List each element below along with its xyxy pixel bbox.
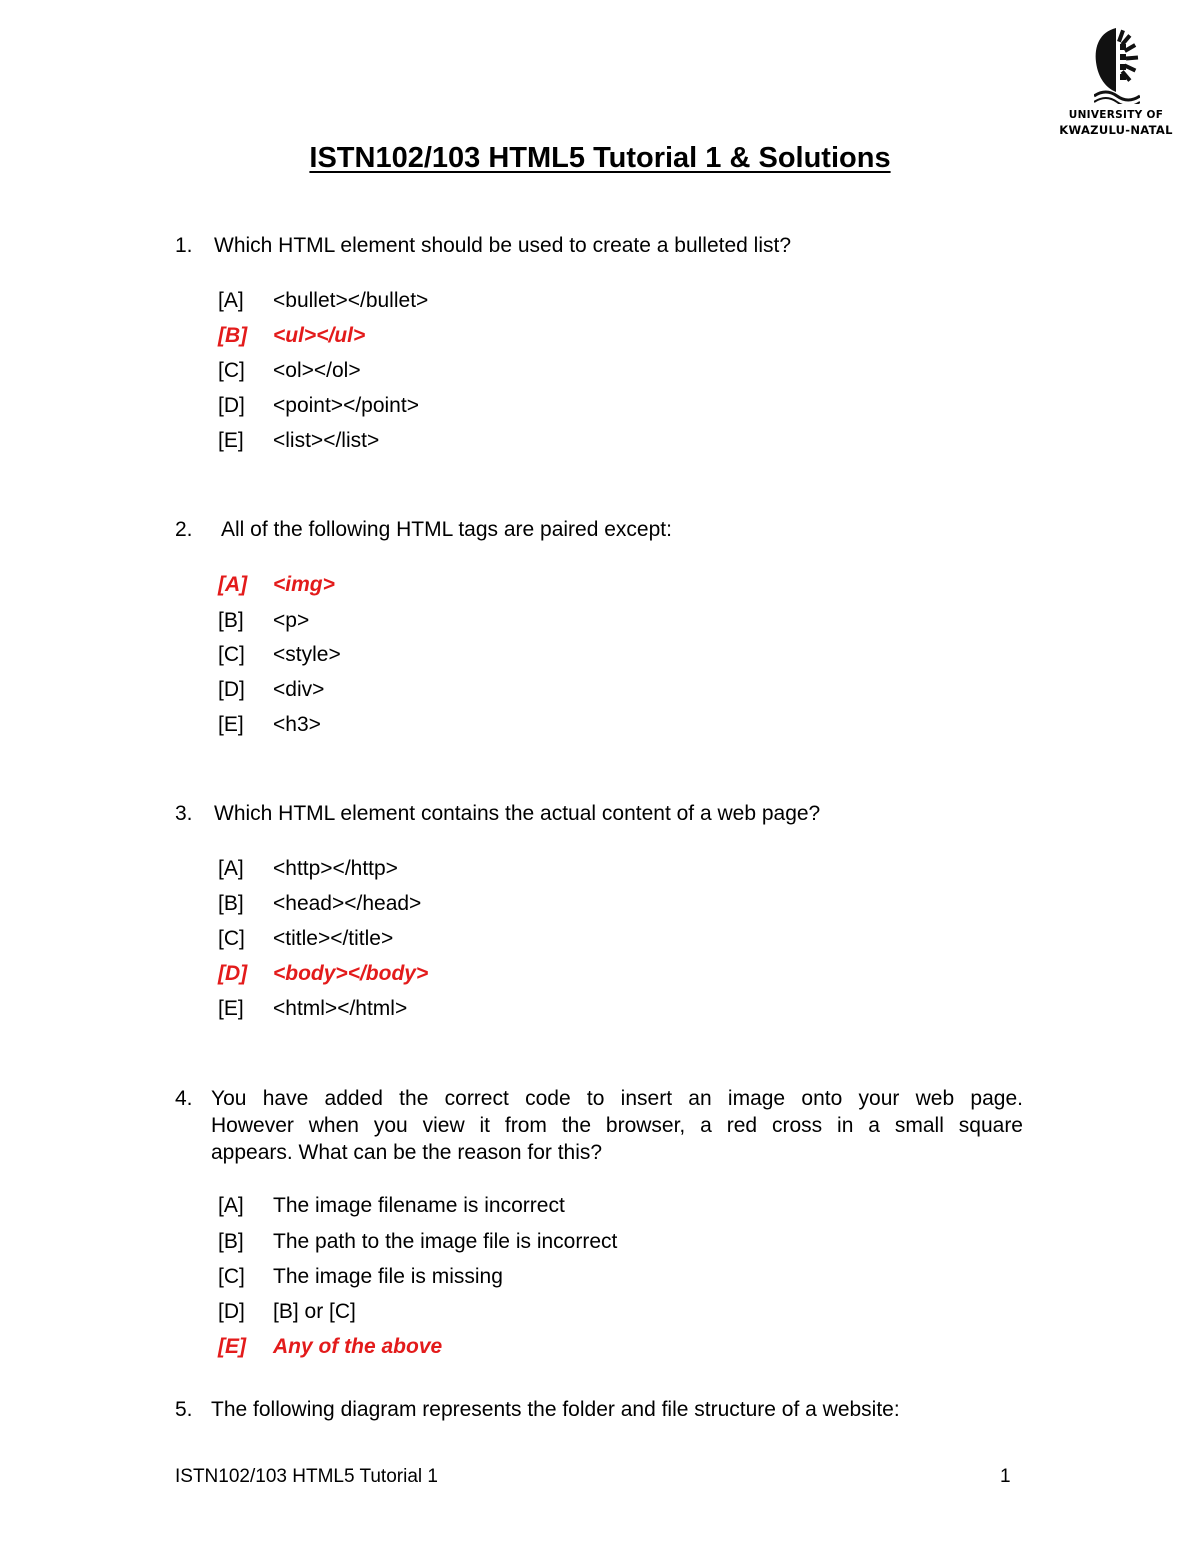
option-text: <http></http> <box>273 857 398 880</box>
question-4-text-line3: appears. What can be the reason for this? <box>211 1141 603 1164</box>
logo-text-line1: UNIVERSITY OF <box>1068 109 1164 121</box>
question-1-number: 1. <box>175 234 193 257</box>
option-text: <list></list> <box>273 429 380 452</box>
university-crest-icon <box>1094 24 1140 104</box>
question-4-option-c <box>218 1263 503 1290</box>
page-title: ISTN102/103 HTML5 Tutorial 1 & Solutions <box>309 142 891 174</box>
option-text: <h3> <box>273 713 321 736</box>
question-2-option-a-correct <box>218 571 335 598</box>
question-3-option-a <box>218 855 398 882</box>
footer-page-number: 1 <box>1000 1466 1011 1487</box>
question-3-option-c <box>218 925 393 952</box>
question-3-text: Which HTML element contains the actual content of a web page? <box>214 802 821 825</box>
question-1-option-c <box>218 357 361 384</box>
option-text: Any of the above <box>273 1335 443 1358</box>
option-letter: [C] <box>218 927 245 950</box>
option-text: <title></title> <box>273 927 394 950</box>
question-1-option-a <box>218 287 428 314</box>
question-5-text: The following diagram represents the folder and file structure of a website: <box>211 1398 900 1421</box>
question-3-number: 3. <box>175 802 193 825</box>
question-2-text: All of the following HTML tags are paired except: <box>221 518 672 541</box>
option-text: <body></body> <box>273 962 429 985</box>
question-3-option-e <box>218 995 407 1022</box>
option-text: <head></head> <box>273 892 422 915</box>
question-1-option-b-correct <box>218 322 365 349</box>
question-4-number: 4. <box>175 1087 193 1110</box>
option-letter: [B] <box>218 1230 244 1253</box>
option-letter: [C] <box>218 1265 245 1288</box>
question-1-text: Which HTML element should be used to create a bulleted list? <box>214 234 792 257</box>
option-letter: [E] <box>218 429 244 452</box>
option-text: <bullet></bullet> <box>273 289 429 312</box>
option-text: <html></html> <box>273 997 408 1020</box>
option-letter: [E] <box>218 1335 246 1358</box>
option-text: <ul></ul> <box>273 324 366 347</box>
option-text: <ol></ol> <box>273 359 361 382</box>
option-text: <img> <box>273 573 335 596</box>
question-2-option-c <box>218 641 341 668</box>
option-text: <style> <box>273 643 341 666</box>
option-letter: [E] <box>218 997 244 1020</box>
logo-text-line2: KWAZULU-NATAL <box>1059 123 1173 137</box>
question-4-option-b <box>218 1228 617 1255</box>
option-letter: [B] <box>218 892 244 915</box>
option-letter: [D] <box>218 1300 245 1323</box>
question-4-text <box>211 1085 1023 1166</box>
question-2-option-e <box>218 711 321 738</box>
option-text: The image filename is incorrect <box>273 1194 565 1217</box>
question-5-number: 5. <box>175 1398 193 1421</box>
footer-document-name: ISTN102/103 HTML5 Tutorial 1 <box>175 1466 438 1487</box>
option-letter: [D] <box>218 394 245 417</box>
option-text: [B] or [C] <box>273 1300 356 1323</box>
option-letter: [E] <box>218 713 244 736</box>
question-1-option-e <box>218 427 379 454</box>
option-text: <div> <box>273 678 325 701</box>
question-3-option-b <box>218 890 421 917</box>
question-4-option-e-correct <box>218 1333 442 1360</box>
question-4-text-line1: You have added the correct code to insert an image onto your web page. <box>211 1087 1023 1110</box>
option-letter: [B] <box>218 324 248 347</box>
option-letter: [C] <box>218 643 245 666</box>
option-text: <p> <box>273 609 310 632</box>
option-text: The image file is missing <box>273 1265 503 1288</box>
option-text: The path to the image file is incorrect <box>273 1230 618 1253</box>
question-2-option-d <box>218 676 324 703</box>
option-letter: [B] <box>218 609 244 632</box>
option-letter: [A] <box>218 573 248 596</box>
option-letter: [D] <box>218 962 248 985</box>
question-4-option-a <box>218 1192 565 1219</box>
question-4-option-d <box>218 1298 356 1325</box>
option-text: <point></point> <box>273 394 419 417</box>
question-2-number: 2. <box>175 518 193 541</box>
option-letter: [A] <box>218 1194 244 1217</box>
question-3-option-d-correct <box>218 960 428 987</box>
option-letter: [C] <box>218 359 245 382</box>
option-letter: [D] <box>218 678 245 701</box>
option-letter: [A] <box>218 857 244 880</box>
option-letter: [A] <box>218 289 244 312</box>
question-1-option-d <box>218 392 419 419</box>
question-4-text-line2: However when you view it from the browser, a red cross in a small square <box>211 1114 1023 1137</box>
university-logo <box>1052 24 1180 142</box>
question-2-option-b <box>218 607 309 634</box>
